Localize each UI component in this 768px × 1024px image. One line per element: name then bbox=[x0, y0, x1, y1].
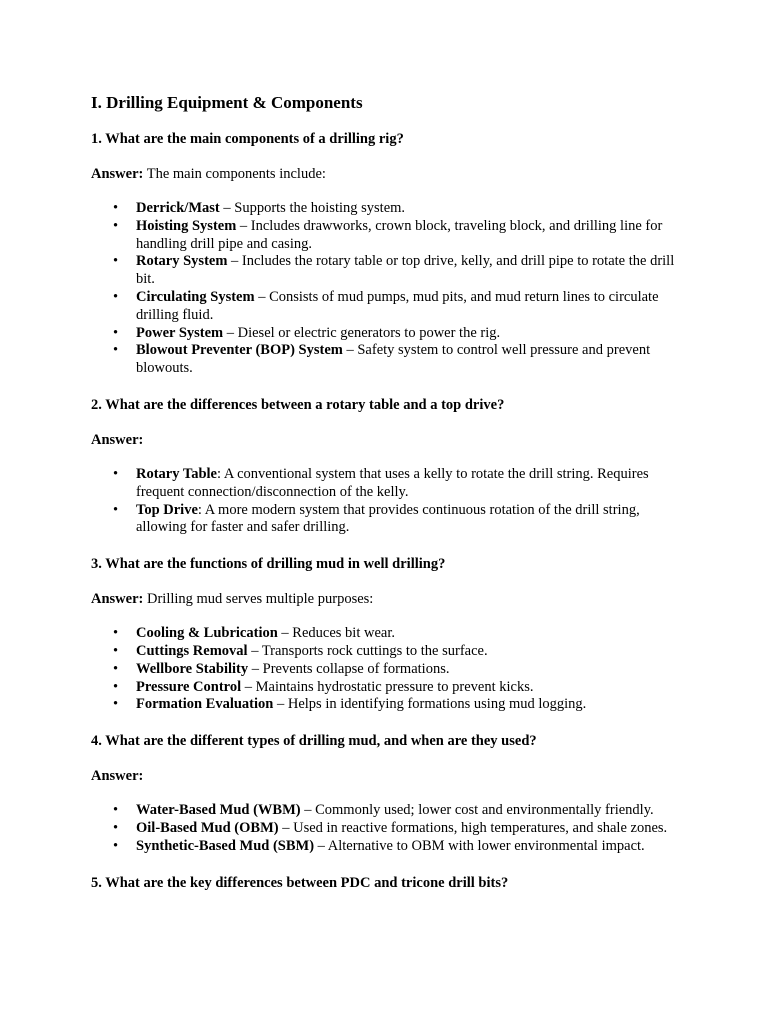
answer-label: Answer: bbox=[91, 431, 144, 448]
list-item bbox=[91, 200, 691, 218]
answer-2 bbox=[91, 431, 691, 449]
item-term: Derrick/Mast bbox=[136, 200, 220, 216]
bullet-icon: • bbox=[113, 819, 119, 836]
bullet-icon: • bbox=[113, 678, 119, 695]
document-page bbox=[91, 92, 691, 909]
item-term: Cooling & Lubrication bbox=[136, 625, 278, 642]
answer-3 bbox=[91, 590, 691, 608]
answer-4-list bbox=[91, 802, 691, 855]
item-text: – Consists of mud pumps, mud pits, and mud return lines to circulate drilling fluid. bbox=[136, 288, 659, 323]
list-item bbox=[91, 289, 691, 325]
bullet-icon: • bbox=[113, 217, 119, 234]
question-2: 2. What are the differences between a rotary table and a top drive? bbox=[91, 396, 505, 413]
item-text: – Commonly used; lower cost and environmentally friendly. bbox=[300, 802, 654, 819]
item-text: – Alternative to OBM with lower environmental impact. bbox=[314, 837, 645, 854]
item-term: Pressure Control bbox=[136, 678, 242, 695]
item-text: – Supports the hoisting system. bbox=[219, 200, 406, 216]
answer-text: Drilling mud serves multiple purposes: bbox=[143, 591, 374, 608]
item-term: Oil-Based Mud (OBM) bbox=[136, 819, 279, 836]
answer-label: Answer: bbox=[91, 166, 144, 182]
list-item bbox=[91, 625, 691, 643]
item-term: Synthetic-Based Mud (SBM) bbox=[136, 837, 315, 854]
item-term: Circulating System bbox=[136, 288, 255, 305]
bullet-icon: • bbox=[113, 288, 119, 305]
item-text: – Reduces bit wear. bbox=[277, 625, 395, 642]
bullet-icon: • bbox=[113, 802, 119, 819]
bullet-icon: • bbox=[113, 253, 119, 270]
item-term: Formation Evaluation bbox=[136, 696, 274, 713]
question-3: 3. What are the functions of drilling mud in well drilling? bbox=[91, 556, 446, 573]
item-text: – Used in reactive formations, high temperatures, and shale zones. bbox=[278, 819, 668, 836]
item-text: – Helps in identifying formations using mud logging. bbox=[273, 696, 587, 713]
bullet-icon: • bbox=[113, 342, 119, 359]
item-text: – Transports rock cuttings to the surface. bbox=[247, 642, 488, 659]
bullet-icon: • bbox=[113, 465, 119, 482]
answer-label: Answer: bbox=[91, 768, 144, 785]
bullet-icon: • bbox=[113, 696, 119, 713]
list-item bbox=[91, 820, 691, 838]
item-term: Wellbore Stability bbox=[136, 660, 249, 677]
section-heading: I. Drilling Equipment & Components bbox=[91, 93, 363, 112]
item-text: – Diesel or electric generators to power the rig. bbox=[223, 324, 501, 341]
item-text: – Includes the rotary table or top drive, kelly, and drill pipe to rotate the drill bit. bbox=[136, 253, 675, 288]
list-item bbox=[91, 253, 691, 289]
item-term: Top Drive bbox=[136, 501, 198, 518]
bullet-icon: • bbox=[113, 324, 119, 341]
item-text: – Maintains hydrostatic pressure to prevent kicks. bbox=[241, 678, 534, 695]
list-item bbox=[91, 325, 691, 343]
item-term: Power System bbox=[136, 324, 224, 341]
bullet-icon: • bbox=[113, 660, 119, 677]
answer-1-list bbox=[91, 200, 691, 378]
item-text: – Includes drawworks, crown block, traveling block, and drilling line for handling drill pipe and casing. bbox=[136, 217, 663, 252]
list-item bbox=[91, 502, 691, 538]
answer-text: The main components include: bbox=[143, 166, 326, 182]
answer-1 bbox=[91, 165, 691, 183]
list-item bbox=[91, 838, 691, 856]
item-term: Cuttings Removal bbox=[136, 642, 248, 659]
list-item bbox=[91, 696, 691, 714]
question-1: 1. What are the main components of a drilling rig? bbox=[91, 131, 404, 147]
item-term: Rotary System bbox=[136, 253, 228, 270]
list-item bbox=[91, 342, 691, 378]
list-item bbox=[91, 218, 691, 254]
item-text: : A more modern system that provides continuous rotation of the drill string, allowing for faster and safer drilling. bbox=[136, 501, 640, 536]
answer-4 bbox=[91, 767, 691, 785]
list-item bbox=[91, 679, 691, 697]
question-4: 4. What are the different types of drilling mud, and when are they used? bbox=[91, 733, 537, 750]
answer-2-list bbox=[91, 466, 691, 537]
list-item bbox=[91, 661, 691, 679]
bullet-icon: • bbox=[113, 625, 119, 642]
bullet-icon: • bbox=[113, 501, 119, 518]
item-term: Blowout Preventer (BOP) System bbox=[136, 342, 343, 359]
item-text: – Prevents collapse of formations. bbox=[248, 660, 450, 677]
bullet-icon: • bbox=[113, 200, 119, 216]
list-item bbox=[91, 466, 691, 502]
item-term: Rotary Table bbox=[136, 465, 217, 482]
answer-3-list bbox=[91, 625, 691, 714]
item-text: : A conventional system that uses a kelly to rotate the drill string. Requires frequent connection/disconnection of the kelly. bbox=[136, 465, 649, 500]
item-term: Water-Based Mud (WBM) bbox=[136, 802, 301, 819]
item-text: – Safety system to control well pressure and prevent blowouts. bbox=[136, 342, 651, 377]
bullet-icon: • bbox=[113, 642, 119, 659]
answer-label: Answer: bbox=[91, 591, 144, 608]
list-item bbox=[91, 802, 691, 820]
bullet-icon: • bbox=[113, 837, 119, 854]
item-term: Hoisting System bbox=[136, 217, 237, 234]
list-item bbox=[91, 643, 691, 661]
question-5: 5. What are the key differences between PDC and tricone drill bits? bbox=[91, 874, 509, 891]
